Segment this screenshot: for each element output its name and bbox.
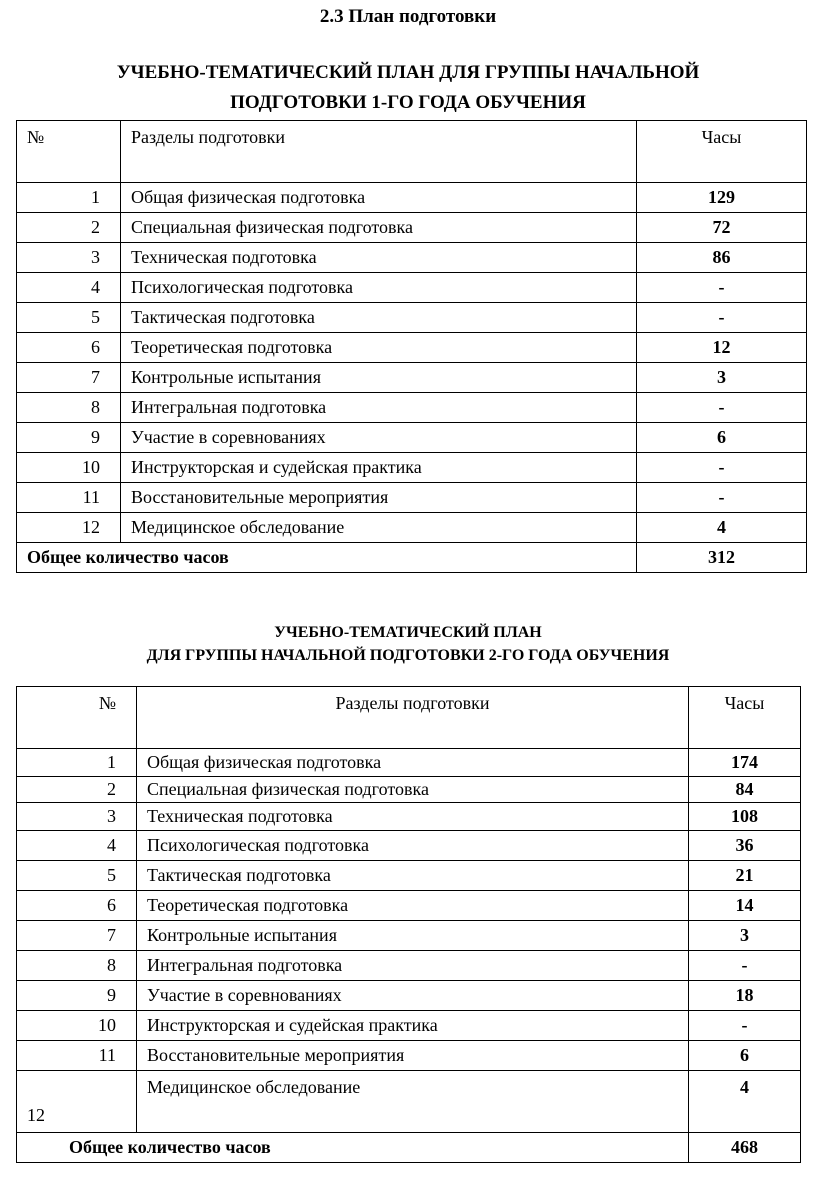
row-num: 3	[17, 803, 137, 831]
row-section: Психологическая подготовка	[121, 273, 637, 303]
row-hours: 3	[689, 921, 801, 951]
plan2-title-line2: ДЛЯ ГРУППЫ НАЧАЛЬНОЙ ПОДГОТОВКИ 2-ГО ГОДА ОБУЧЕНИЯ	[146, 647, 670, 664]
row-section: Техническая подготовка	[137, 803, 689, 831]
total-row	[17, 543, 807, 573]
row-hours: -	[637, 273, 807, 303]
row-num: 1	[17, 749, 137, 777]
row-hours: -	[637, 483, 807, 513]
row-hours: 174	[689, 749, 801, 777]
row-section: Инструкторская и судейская практика	[121, 453, 637, 483]
table-row	[17, 393, 807, 423]
row-num: 11	[17, 483, 121, 513]
table-row	[17, 333, 807, 363]
row-hours: 108	[689, 803, 801, 831]
row-num: 8	[17, 393, 121, 423]
header-hours: Часы	[689, 687, 801, 749]
header-section: Разделы подготовки	[137, 687, 689, 749]
row-section: Восстановительные мероприятия	[121, 483, 637, 513]
row-section: Специальная физическая подготовка	[121, 213, 637, 243]
row-num: 6	[17, 333, 121, 363]
table-row	[17, 921, 801, 951]
row-hours: 18	[689, 981, 801, 1011]
row-section: Медицинское обследование	[121, 513, 637, 543]
row-section: Интегральная подготовка	[121, 393, 637, 423]
row-section: Теоретическая подготовка	[121, 333, 637, 363]
table-row	[17, 951, 801, 981]
table-row	[17, 273, 807, 303]
plan2-table	[16, 686, 801, 1163]
row-num: 2	[17, 213, 121, 243]
row-num: 8	[17, 951, 137, 981]
row-hours: 4	[689, 1071, 801, 1133]
table-row	[17, 831, 801, 861]
row-num: 2	[17, 777, 137, 803]
row-hours: 6	[689, 1041, 801, 1071]
row-hours: 12	[637, 333, 807, 363]
table-row	[17, 1071, 801, 1133]
row-hours: 36	[689, 831, 801, 861]
total-row	[17, 1133, 801, 1163]
table-row	[17, 891, 801, 921]
row-num: 9	[17, 423, 121, 453]
row-section: Тактическая подготовка	[137, 861, 689, 891]
row-hours: 84	[689, 777, 801, 803]
header-num: №	[17, 121, 121, 183]
row-section: Специальная физическая подготовка	[137, 777, 689, 803]
row-num: 6	[17, 891, 137, 921]
header-num: №	[17, 687, 137, 749]
total-hours: 468	[689, 1133, 801, 1163]
row-num: 1	[17, 183, 121, 213]
row-section: Инструкторская и судейская практика	[137, 1011, 689, 1041]
plan1-title-line2: ПОДГОТОВКИ 1-ГО ГОДА ОБУЧЕНИЯ	[230, 92, 586, 113]
row-section: Участие в соревнованиях	[121, 423, 637, 453]
row-num: 3	[17, 243, 121, 273]
row-hours: 14	[689, 891, 801, 921]
row-section: Психологическая подготовка	[137, 831, 689, 861]
row-section: Контрольные испытания	[137, 921, 689, 951]
table-row	[17, 453, 807, 483]
table-header-row	[17, 121, 807, 183]
table-row	[17, 1041, 801, 1071]
row-hours: -	[689, 1011, 801, 1041]
table-row	[17, 513, 807, 543]
table-row	[17, 423, 807, 453]
table-row	[17, 183, 807, 213]
row-hours: -	[637, 393, 807, 423]
plan2-title-line1: УЧЕБНО-ТЕМАТИЧЕСКИЙ ПЛАН	[274, 624, 542, 641]
row-section: Участие в соревнованиях	[137, 981, 689, 1011]
total-hours: 312	[637, 543, 807, 573]
row-num: 7	[17, 363, 121, 393]
row-hours: -	[637, 303, 807, 333]
row-num: 5	[17, 303, 121, 333]
plan1-title-line1: УЧЕБНО-ТЕМАТИЧЕСКИЙ ПЛАН ДЛЯ ГРУППЫ НАЧАЛЬНОЙ	[116, 62, 700, 83]
row-num: 10	[17, 1011, 137, 1041]
table-row	[17, 861, 801, 891]
table-row	[17, 483, 807, 513]
row-hours: 72	[637, 213, 807, 243]
row-hours: -	[637, 453, 807, 483]
row-hours: 129	[637, 183, 807, 213]
section-heading: 2.3 План подготовки	[319, 6, 497, 27]
table-row	[17, 777, 801, 803]
header-section: Разделы подготовки	[121, 121, 637, 183]
row-section: Интегральная подготовка	[137, 951, 689, 981]
row-section: Восстановительные мероприятия	[137, 1041, 689, 1071]
row-section: Техническая подготовка	[121, 243, 637, 273]
total-label: Общее количество часов	[17, 1133, 689, 1163]
table-header-row	[17, 687, 801, 749]
table-row	[17, 749, 801, 777]
table-row	[17, 803, 801, 831]
row-num: 11	[17, 1041, 137, 1071]
row-hours: 3	[637, 363, 807, 393]
row-num: 9	[17, 981, 137, 1011]
row-hours: 4	[637, 513, 807, 543]
table-row	[17, 981, 801, 1011]
row-hours: 6	[637, 423, 807, 453]
header-hours: Часы	[637, 121, 807, 183]
row-num: 12	[17, 513, 121, 543]
table-row	[17, 1011, 801, 1041]
total-label: Общее количество часов	[17, 543, 637, 573]
row-hours: 86	[637, 243, 807, 273]
table-row	[17, 303, 807, 333]
row-num: 7	[17, 921, 137, 951]
row-section: Общая физическая подготовка	[137, 749, 689, 777]
plan1-table	[16, 120, 807, 573]
table-row	[17, 243, 807, 273]
row-section: Теоретическая подготовка	[137, 891, 689, 921]
row-section: Общая физическая подготовка	[121, 183, 637, 213]
row-hours: -	[689, 951, 801, 981]
row-section: Контрольные испытания	[121, 363, 637, 393]
row-num: 10	[17, 453, 121, 483]
row-hours: 21	[689, 861, 801, 891]
table-row	[17, 213, 807, 243]
row-num: 12	[17, 1071, 137, 1133]
table-row	[17, 363, 807, 393]
row-num: 4	[17, 831, 137, 861]
row-num: 4	[17, 273, 121, 303]
row-section: Тактическая подготовка	[121, 303, 637, 333]
row-num: 5	[17, 861, 137, 891]
row-section: Медицинское обследование	[137, 1071, 689, 1133]
